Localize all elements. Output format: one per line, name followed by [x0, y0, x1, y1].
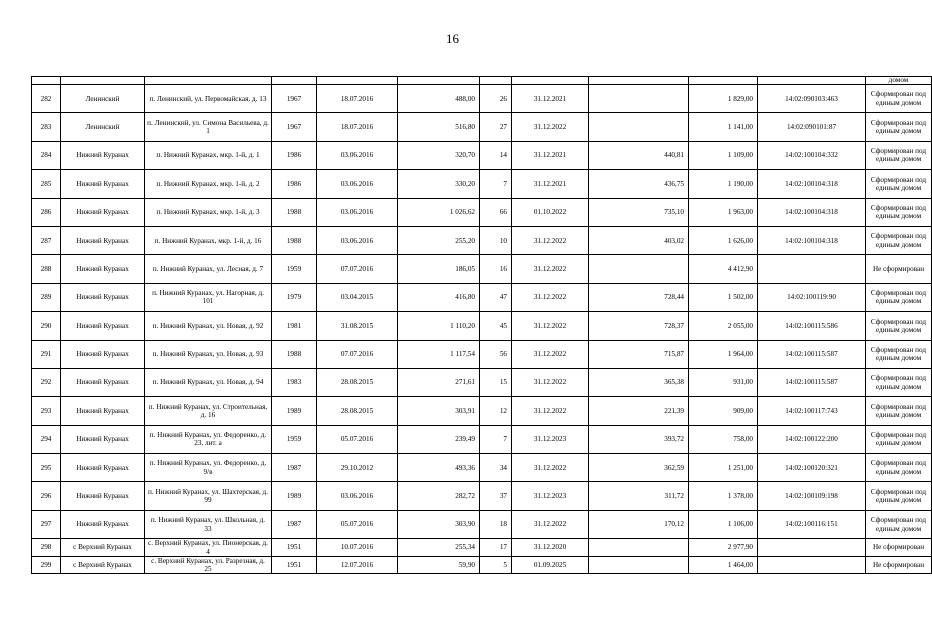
cost-cell: 1 464,00 [689, 556, 758, 574]
district-cell: Нижний Куранах [61, 454, 145, 482]
address-cell: п. Нижний Куранах, ул. Федоренко, д. 23, лит. а [145, 425, 272, 453]
survey-date-cell: 28.08.2015 [317, 368, 398, 396]
residents-count-cell: 7 [480, 425, 512, 453]
district-cell: Ленинский [61, 113, 145, 141]
area-cell: 271,61 [398, 368, 480, 396]
survey-date-cell: 28.08.2015 [317, 397, 398, 425]
survey-date-cell: 29.10.2012 [317, 454, 398, 482]
row-number-cell: 284 [32, 141, 61, 169]
cadastral-number-cell [758, 255, 866, 283]
cost-cell: 1 963,00 [689, 198, 758, 226]
area-cell: 255,20 [398, 226, 480, 254]
cadastral-number-cell: 14:02:100104:318 [758, 170, 866, 198]
cost-cell: 1 141,00 [689, 113, 758, 141]
land-status-cell: Сформирован под единым домом [866, 454, 932, 482]
area-cell: 186,05 [398, 255, 480, 283]
deadline-cell: 31.12.2021 [512, 170, 589, 198]
survey-date-cell: 03.06.2016 [317, 226, 398, 254]
deadline-cell: 31.12.2022 [512, 397, 589, 425]
district-cell: Нижний Куранах [61, 198, 145, 226]
district-cell: Нижний Куранах [61, 368, 145, 396]
row-number-cell: 296 [32, 482, 61, 510]
value-cell [589, 556, 689, 574]
survey-date-cell: 03.04.2015 [317, 283, 398, 311]
survey-date-cell: 07.07.2016 [317, 340, 398, 368]
district-cell: Нижний Куранах [61, 510, 145, 538]
cost-cell: 2 977,90 [689, 539, 758, 557]
survey-date-cell: 31.08.2015 [317, 312, 398, 340]
address-cell: п. Ленинский, ул. Первомайская, д. 13 [145, 85, 272, 113]
row-number-cell: 289 [32, 283, 61, 311]
address-cell: п. Нижний Куранах, мкр. 1-й, д. 16 [145, 226, 272, 254]
row-number-cell: 299 [32, 556, 61, 574]
value-cell: 393,72 [589, 425, 689, 453]
cost-cell: 1 190,00 [689, 170, 758, 198]
continuation-row [32, 77, 932, 85]
district-cell: Нижний Куранах [61, 340, 145, 368]
survey-date-cell: 10.07.2016 [317, 539, 398, 557]
cost-cell: 1 378,00 [689, 482, 758, 510]
survey-date-cell: 12.07.2016 [317, 556, 398, 574]
land-status-cell: Не сформирован [866, 539, 932, 557]
row-number-cell: 288 [32, 255, 61, 283]
area-cell: 1 026,62 [398, 198, 480, 226]
year-built-cell: 1989 [272, 397, 317, 425]
table-row [32, 312, 932, 340]
cadastral-number-cell: 14:02:100104:318 [758, 198, 866, 226]
area-cell: 255,34 [398, 539, 480, 557]
value-cell: 436,75 [589, 170, 689, 198]
row-number-cell: 293 [32, 397, 61, 425]
area-cell: 303,90 [398, 510, 480, 538]
cost-cell: 1 109,00 [689, 141, 758, 169]
value-cell [589, 113, 689, 141]
value-cell: 735,10 [589, 198, 689, 226]
cost-cell: 4 412,90 [689, 255, 758, 283]
residents-count-cell: 15 [480, 368, 512, 396]
residents-count-cell: 17 [480, 539, 512, 557]
deadline-cell: 31.12.2022 [512, 312, 589, 340]
address-cell: с. Верхний Куранах, ул. Пионерская, д. 4 [145, 539, 272, 557]
table-row [32, 340, 932, 368]
value-cell: 365,38 [589, 368, 689, 396]
year-built-cell: 1988 [272, 198, 317, 226]
deadline-cell: 31.12.2022 [512, 255, 589, 283]
address-cell: п. Нижний Куранах, мкр. 1-й, д. 2 [145, 170, 272, 198]
value-cell: 440,81 [589, 141, 689, 169]
land-status-cell: Сформирован под единым домом [866, 85, 932, 113]
row-number-cell: 294 [32, 425, 61, 453]
survey-date-cell: 03.06.2016 [317, 141, 398, 169]
residents-count-cell: 12 [480, 397, 512, 425]
deadline-cell: 01.09.2025 [512, 556, 589, 574]
table-row [32, 198, 932, 226]
land-status-cell: Сформирован под единым домом [866, 283, 932, 311]
deadline-cell: 31.12.2022 [512, 368, 589, 396]
value-cell: 728,44 [589, 283, 689, 311]
district-cell: Нижний Куранах [61, 226, 145, 254]
area-cell: 493,36 [398, 454, 480, 482]
cadastral-number-cell: 14:02:100115:586 [758, 312, 866, 340]
year-built-cell: 1987 [272, 510, 317, 538]
deadline-cell: 31.12.2022 [512, 340, 589, 368]
row-number-cell: 283 [32, 113, 61, 141]
land-status-cell: Сформирован под единым домом [866, 482, 932, 510]
deadline-cell: 31.12.2021 [512, 85, 589, 113]
cost-cell: 758,00 [689, 425, 758, 453]
value-cell: 403,02 [589, 226, 689, 254]
residents-count-cell: 56 [480, 340, 512, 368]
cadastral-number-cell [758, 539, 866, 557]
district-cell: Нижний Куранах [61, 255, 145, 283]
cost-cell: 931,00 [689, 368, 758, 396]
row-number-cell: 285 [32, 170, 61, 198]
cadastral-number-cell: 14:02:100115:587 [758, 368, 866, 396]
land-status-cell: Сформирован под единым домом [866, 397, 932, 425]
year-built-cell: 1951 [272, 539, 317, 557]
address-cell: п. Нижний Куранах, ул. Шахтерская, д. 99 [145, 482, 272, 510]
residents-count-cell: 45 [480, 312, 512, 340]
row-number-cell: 286 [32, 198, 61, 226]
survey-date-cell: 03.06.2016 [317, 482, 398, 510]
cadastral-number-cell [758, 556, 866, 574]
cadastral-number-cell: 14:02:090101:87 [758, 113, 866, 141]
land-status-cell: Не сформирован [866, 255, 932, 283]
land-status-cell: Сформирован под единым домом [866, 113, 932, 141]
district-cell: с Верхний Куранах [61, 539, 145, 557]
value-cell [589, 255, 689, 283]
deadline-cell: 31.12.2020 [512, 539, 589, 557]
survey-date-cell: 05.07.2016 [317, 425, 398, 453]
area-cell: 1 110,20 [398, 312, 480, 340]
residents-count-cell: 14 [480, 141, 512, 169]
year-built-cell: 1988 [272, 226, 317, 254]
address-cell: п. Нижний Куранах, мкр. 1-й, д. 1 [145, 141, 272, 169]
address-cell: п. Нижний Куранах, мкр. 1-й, д. 3 [145, 198, 272, 226]
land-status-cell: Сформирован под единым домом [866, 226, 932, 254]
year-built-cell: 1983 [272, 368, 317, 396]
district-cell: Нижний Куранах [61, 312, 145, 340]
land-status-cell: Сформирован под единым домом [866, 170, 932, 198]
cost-cell: 1 251,00 [689, 454, 758, 482]
residents-count-cell: 7 [480, 170, 512, 198]
continuation-text: домом [866, 77, 932, 85]
cadastral-number-cell: 14:02:100104:318 [758, 226, 866, 254]
year-built-cell: 1986 [272, 141, 317, 169]
table-row [32, 170, 932, 198]
residents-count-cell: 18 [480, 510, 512, 538]
value-cell [589, 85, 689, 113]
deadline-cell: 31.12.2023 [512, 425, 589, 453]
residents-count-cell: 10 [480, 226, 512, 254]
land-status-cell: Сформирован под единым домом [866, 312, 932, 340]
area-cell: 488,00 [398, 85, 480, 113]
year-built-cell: 1987 [272, 454, 317, 482]
value-cell: 170,12 [589, 510, 689, 538]
deadline-cell: 31.12.2022 [512, 283, 589, 311]
survey-date-cell: 07.07.2016 [317, 255, 398, 283]
cadastral-number-cell: 14:02:100115:587 [758, 340, 866, 368]
area-cell: 239,49 [398, 425, 480, 453]
land-status-cell: Сформирован под единым домом [866, 340, 932, 368]
year-built-cell: 1989 [272, 482, 317, 510]
cadastral-number-cell: 14:02:100104:332 [758, 141, 866, 169]
land-status-cell: Не сформирован [866, 556, 932, 574]
district-cell: Ленинский [61, 85, 145, 113]
area-cell: 416,80 [398, 283, 480, 311]
survey-date-cell: 03.06.2016 [317, 170, 398, 198]
survey-date-cell: 03.06.2016 [317, 198, 398, 226]
table-row [32, 482, 932, 510]
residents-count-cell: 27 [480, 113, 512, 141]
residents-count-cell: 34 [480, 454, 512, 482]
row-number-cell: 290 [32, 312, 61, 340]
deadline-cell: 31.12.2021 [512, 141, 589, 169]
residents-count-cell: 37 [480, 482, 512, 510]
deadline-cell: 31.12.2022 [512, 113, 589, 141]
year-built-cell: 1967 [272, 85, 317, 113]
address-cell: п. Нижний Куранах, ул. Новая, д. 93 [145, 340, 272, 368]
deadline-cell: 31.12.2022 [512, 226, 589, 254]
year-built-cell: 1988 [272, 340, 317, 368]
cadastral-number-cell: 14:02:100116:151 [758, 510, 866, 538]
area-cell: 320,70 [398, 141, 480, 169]
row-number-cell: 297 [32, 510, 61, 538]
page-number: 16 [446, 31, 459, 46]
table-row [32, 85, 932, 113]
cost-cell: 909,00 [689, 397, 758, 425]
district-cell: Нижний Куранах [61, 170, 145, 198]
land-status-cell: Сформирован под единым домом [866, 368, 932, 396]
address-cell: с. Верхний Куранах, ул. Разрезная, д. 25 [145, 556, 272, 574]
address-cell: п. Ленинский, ул. Симона Васильева, д. 1 [145, 113, 272, 141]
value-cell: 362,59 [589, 454, 689, 482]
land-status-cell: Сформирован под единым домом [866, 141, 932, 169]
cadastral-number-cell: 14:02:100119:90 [758, 283, 866, 311]
cadastral-number-cell: 14:02:100109:198 [758, 482, 866, 510]
residents-count-cell: 26 [480, 85, 512, 113]
address-cell: п. Нижний Куранах, ул. Нагорная, д. 101 [145, 283, 272, 311]
table-row [32, 255, 932, 283]
table-row [32, 454, 932, 482]
cadastral-number-cell: 14:02:100117:743 [758, 397, 866, 425]
cost-cell: 1 829,00 [689, 85, 758, 113]
year-built-cell: 1967 [272, 113, 317, 141]
land-status-cell: Сформирован под единым домом [866, 198, 932, 226]
area-cell: 59,90 [398, 556, 480, 574]
value-cell: 311,72 [589, 482, 689, 510]
table-row [32, 113, 932, 141]
row-number-cell: 287 [32, 226, 61, 254]
district-cell: Нижний Куранах [61, 141, 145, 169]
address-cell: п. Нижний Куранах, ул. Лесная, д. 7 [145, 255, 272, 283]
table-row [32, 397, 932, 425]
cost-cell: 1 964,00 [689, 340, 758, 368]
value-cell: 715,87 [589, 340, 689, 368]
district-cell: с Верхний Куранах [61, 556, 145, 574]
district-cell: Нижний Куранах [61, 425, 145, 453]
survey-date-cell: 18.07.2016 [317, 113, 398, 141]
year-built-cell: 1951 [272, 556, 317, 574]
survey-date-cell: 18.07.2016 [317, 85, 398, 113]
area-cell: 1 117,54 [398, 340, 480, 368]
residents-count-cell: 47 [480, 283, 512, 311]
deadline-cell: 31.12.2022 [512, 454, 589, 482]
area-cell: 282,72 [398, 482, 480, 510]
residents-count-cell: 66 [480, 198, 512, 226]
land-status-cell: Сформирован под единым домом [866, 425, 932, 453]
deadline-cell: 31.12.2022 [512, 510, 589, 538]
area-cell: 330,20 [398, 170, 480, 198]
cost-cell: 1 106,00 [689, 510, 758, 538]
row-number-cell: 292 [32, 368, 61, 396]
row-number-cell: 298 [32, 539, 61, 557]
table-row [32, 556, 932, 574]
area-cell: 516,80 [398, 113, 480, 141]
address-cell: п. Нижний Куранах, ул. Новая, д. 94 [145, 368, 272, 396]
district-cell: Нижний Куранах [61, 397, 145, 425]
value-cell [589, 539, 689, 557]
table-row [32, 539, 932, 557]
district-cell: Нижний Куранах [61, 482, 145, 510]
cost-cell: 2 055,00 [689, 312, 758, 340]
cost-cell: 1 626,00 [689, 226, 758, 254]
cadastral-number-cell: 14:02:100122:200 [758, 425, 866, 453]
cost-cell: 1 502,00 [689, 283, 758, 311]
table-row [32, 368, 932, 396]
deadline-cell: 01.10.2022 [512, 198, 589, 226]
address-cell: п. Нижний Куранах, ул. Школьная, д. 33 [145, 510, 272, 538]
land-status-cell: Сформирован под единым домом [866, 510, 932, 538]
residents-count-cell: 5 [480, 556, 512, 574]
year-built-cell: 1981 [272, 312, 317, 340]
year-built-cell: 1979 [272, 283, 317, 311]
row-number-cell: 291 [32, 340, 61, 368]
cadastral-number-cell: 14:02:100120:321 [758, 454, 866, 482]
table-row [32, 226, 932, 254]
area-cell: 303,91 [398, 397, 480, 425]
row-number-cell: 282 [32, 85, 61, 113]
housing-register-table [31, 76, 932, 574]
value-cell: 728,37 [589, 312, 689, 340]
survey-date-cell: 05.07.2016 [317, 510, 398, 538]
year-built-cell: 1959 [272, 255, 317, 283]
year-built-cell: 1959 [272, 425, 317, 453]
cadastral-number-cell: 14:02:090103:463 [758, 85, 866, 113]
value-cell: 221,39 [589, 397, 689, 425]
table-row [32, 283, 932, 311]
table-row [32, 425, 932, 453]
address-cell: п. Нижний Куранах, ул. Федоренко, д. 9/в [145, 454, 272, 482]
table-row [32, 141, 932, 169]
residents-count-cell: 16 [480, 255, 512, 283]
year-built-cell: 1986 [272, 170, 317, 198]
district-cell: Нижний Куранах [61, 283, 145, 311]
address-cell: п. Нижний Куранах, ул. Новая, д. 92 [145, 312, 272, 340]
row-number-cell: 295 [32, 454, 61, 482]
table-row [32, 510, 932, 538]
address-cell: п. Нижний Куранах, ул. Строительная, д. 16 [145, 397, 272, 425]
deadline-cell: 31.12.2023 [512, 482, 589, 510]
